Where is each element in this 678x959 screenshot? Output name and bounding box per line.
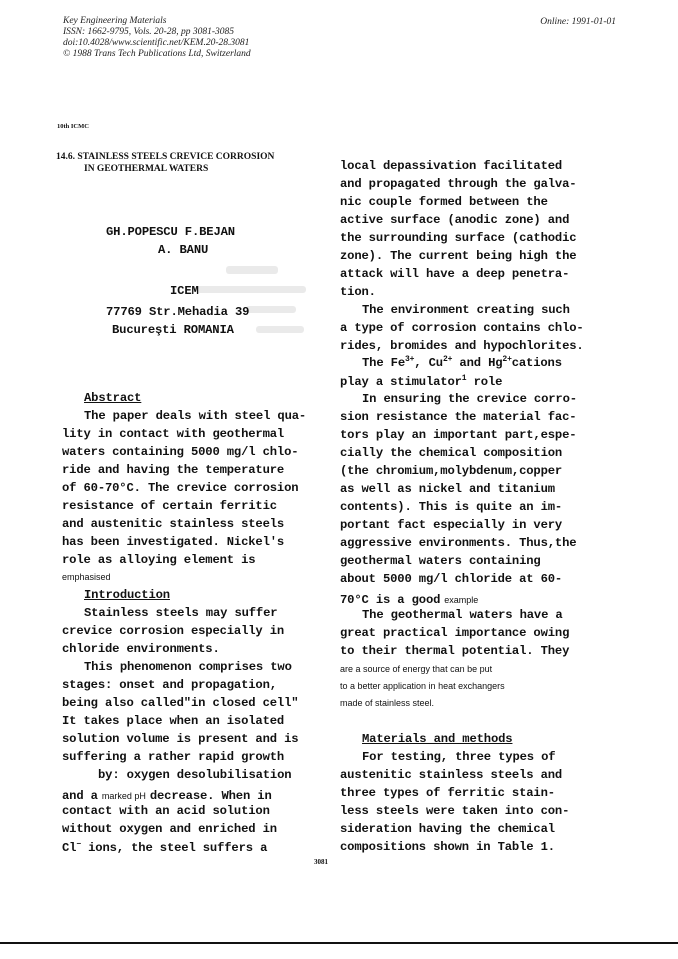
scan-smudge [256,326,304,333]
text-line: crevice corrosion especially in [62,624,285,638]
journal-name: Key Engineering Materials [63,16,167,26]
text-line: less steels were taken into con- [340,804,570,818]
text-line: as well as nickel and titanium [340,482,555,496]
text-line: aggressive environments. Thus,the [340,536,577,550]
text-line: about 5000 mg/l chloride at 60- [340,572,563,586]
conference-label: 10th ICMC [57,123,89,130]
text-line: active surface (anodic zone) and [340,213,570,227]
text-line-mixed: 70°C is a good example [340,593,479,607]
inserted-text-line: are a source of energy that can be put [340,664,493,674]
text-line: lity in contact with geothermal [62,427,285,441]
title-line-2: IN GEOTHERMAL WATERS [84,164,209,174]
text-line: a type of corrosion contains chlo- [340,321,584,335]
text-line: great practical importance owing [340,626,570,640]
text-line: geothermal waters containing [340,554,541,568]
text-line: sideration having the chemical [340,822,555,836]
online-date: Online: 1991-01-01 [540,17,616,27]
text-line: The $Fe^{3+}$, $Cu^{2+}$ and $Hg^{2+}cations$ [362,355,562,371]
publication-info [63,16,251,60]
text-line: tors play an important part,espe- [340,428,577,442]
inserted-text-line: to a better application in heat exchangers [340,681,505,691]
copyright-line: © 1988 Trans Tech Publications Ltd, Switzerland [63,49,251,59]
text-line: nic couple formed between the [340,195,548,209]
text-line: This phenomenon comprises two [84,660,292,674]
page-number: 3081 [314,858,328,866]
text-line: resistance of certain ferritic [62,499,277,513]
text-line: role as alloying element is [62,553,256,567]
author-line-2: A. BANU [158,243,209,257]
scan-smudge [226,266,278,274]
text-line: contents). This is quite an im- [340,500,563,514]
text-line: of 60-70°C. The crevice corrosion [62,481,299,495]
doi-line: doi:10.4028/www.scientific.net/KEM.20-28.3081 [63,38,250,48]
text-line: local depassivation facilitated [340,159,563,173]
handwritten-insert: example [444,595,479,605]
text-line: contact with an acid solution [62,804,270,818]
text-line: chloride environments. [62,642,220,656]
text-line: zone). The current being high the [340,249,577,263]
text-line: has been investigated. Nickel's [62,535,285,549]
text-line: the surrounding surface (cathodic [340,231,577,245]
text-line: For testing, three types of [362,750,556,764]
materials-methods-heading: Materials and methods [362,732,513,746]
text-line: waters containing 5000 mg/l chlo- [62,445,299,459]
text-line: compositions shown in Table 1. [340,840,555,854]
institute-name: ICEM [170,284,199,298]
text-line: The geothermal waters have a [362,608,563,622]
text-line: suffering a rather rapid growth [62,750,285,764]
text-line-mixed: and a marked pH decrease. When in [62,789,272,803]
text-line: stages: onset and propagation, [62,678,277,692]
text-line: play a stimulator$^1$ role [340,374,503,390]
author-line-1: GH.POPESCU F.BEJAN [106,225,235,239]
text-line: Stainless steels may suffer [84,606,278,620]
bottom-rule [0,942,678,944]
text-line: and austenitic stainless steels [62,517,285,531]
text-line: It takes place when an isolated [62,714,285,728]
inserted-text-line: made of stainless steel. [340,698,435,708]
text-line: rides, bromides and hypochlorites. [340,339,584,353]
text-line: solution volume is present and is [62,732,299,746]
introduction-heading: Introduction [84,588,170,602]
text-line: three types of ferritic stain- [340,786,555,800]
address-line-1: 77769 Str.Mehadia 39 [106,305,250,319]
text-line: sion resistance the material fac- [340,410,577,424]
issn-line: ISSN: 1662-9795, Vols. 20-28, pp 3081-3085 [63,27,234,37]
text-line: In ensuring the crevice corro- [362,392,577,406]
scan-smudge [196,286,306,293]
text-line: by: oxygen desolubilisation [98,768,292,782]
scan-smudge [246,306,296,313]
text-line: cially the chemical composition [340,446,563,460]
text-line: and propagated through the galva- [340,177,577,191]
text-line: Cl− ions, the steel suffers a [62,840,268,856]
handwritten-correction: emphasised [62,572,111,582]
text-line: to their thermal potential. They [340,644,570,658]
address-line-2: Bucureşti ROMANIA [112,323,234,337]
text-line: attack will have a deep penetra- [340,267,570,281]
text-line: (the chromium,molybdenum,copper [340,464,563,478]
text-line: tion. [340,285,376,299]
text-line: ride and having the temperature [62,463,285,477]
text-line: The environment creating such [362,303,570,317]
abstract-heading: Abstract [84,391,142,405]
text-line: without oxygen and enriched in [62,822,277,836]
text-line: The paper deals with steel qua- [84,409,307,423]
paper-title [56,151,316,175]
text-line: being also called"in closed cell" [62,696,299,710]
text-line: austenitic stainless steels and [340,768,563,782]
handwritten-insert: marked pH [101,791,146,801]
title-line-1: 14.6. STAINLESS STEELS CREVICE CORROSION [56,152,275,162]
text-line: portant fact especially in very [340,518,563,532]
